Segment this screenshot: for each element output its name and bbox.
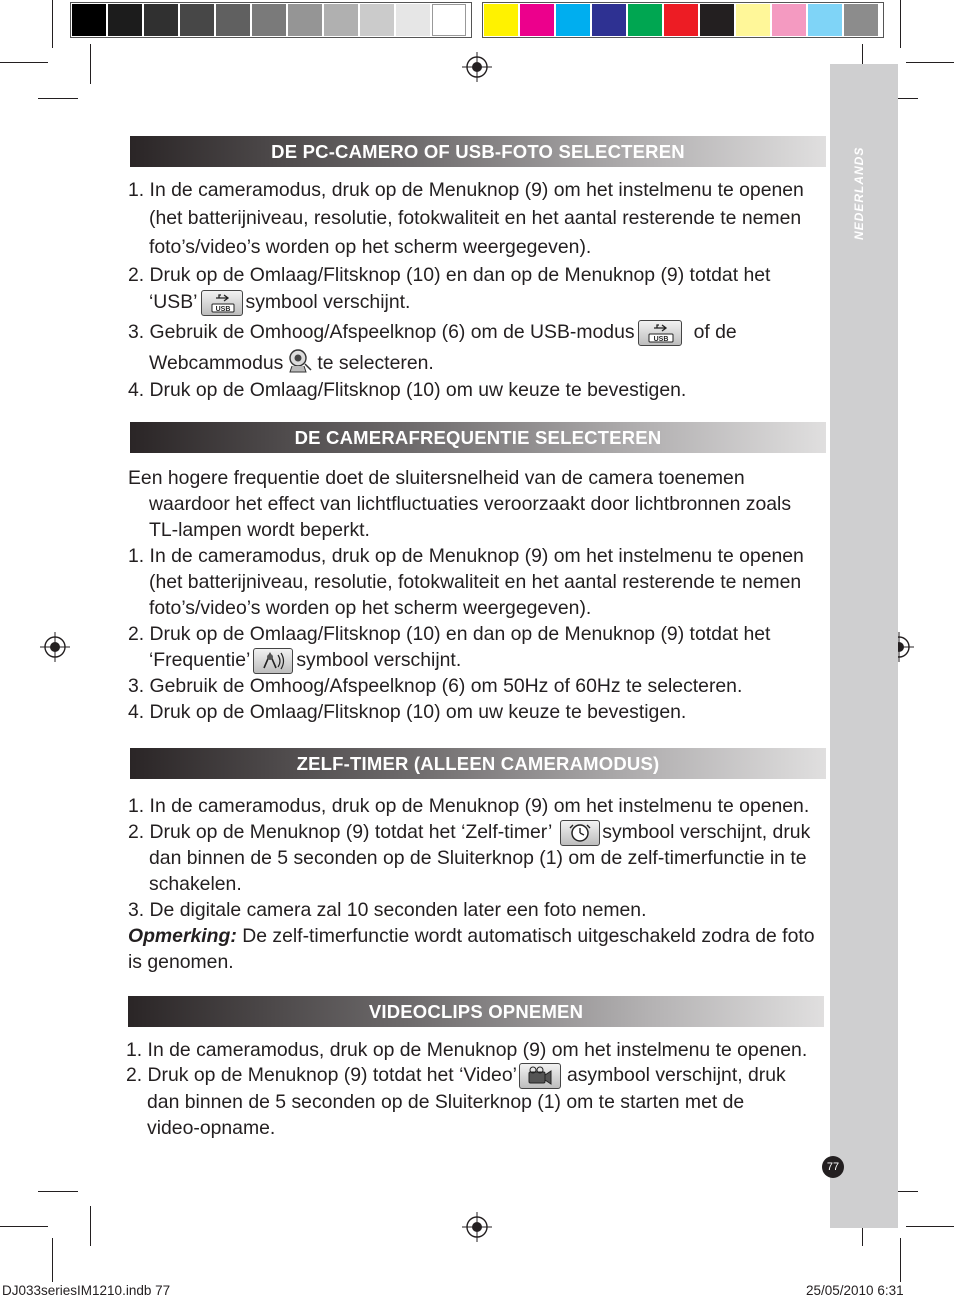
color-swatch bbox=[700, 4, 734, 36]
crop-mark bbox=[0, 1226, 48, 1227]
color-swatch bbox=[252, 4, 286, 36]
text-fragment: symbool verschijnt, druk bbox=[602, 821, 811, 844]
text-line: 1. In de cameramodus, druk op de Menuknop (9) om het instelmenu te openen. bbox=[128, 795, 810, 817]
text-line bbox=[126, 1063, 786, 1089]
text-line: waardoor het effect van lichtfluctuaties veroorzaakt door lichtbronnen zoals bbox=[149, 493, 792, 515]
section-header-frequency: DE CAMERAFREQUENTIE SELECTEREN bbox=[130, 422, 826, 453]
crop-mark bbox=[0, 62, 48, 63]
usb-icon bbox=[638, 320, 682, 346]
footer-date: 25/05/2010 6:31 bbox=[806, 1283, 904, 1298]
color-swatch bbox=[288, 4, 322, 36]
crop-mark bbox=[900, 1238, 901, 1282]
footer-file: DJ033seriesIM1210.indb 77 bbox=[2, 1283, 171, 1298]
text-fragment: 2. Druk op de Menuknop (9) totdat het ‘Zelf-timer’ bbox=[128, 821, 553, 844]
crop-mark bbox=[900, 0, 901, 48]
note-label: Opmerking: bbox=[128, 925, 237, 947]
text-fragment: symbool verschijnt. bbox=[245, 291, 411, 314]
text-fragment: ‘Frequentie’ bbox=[149, 649, 251, 672]
color-swatch bbox=[772, 4, 806, 36]
text-line: 1. In de cameramodus, druk op de Menuknop (9) om het instelmenu te openen bbox=[128, 179, 804, 201]
text-line: (het batterijniveau, resolutie, fotokwaliteit en het aantal resterende te nemen bbox=[149, 207, 802, 229]
color-swatch bbox=[72, 4, 106, 36]
note-line bbox=[128, 924, 815, 948]
text-line: video-opname. bbox=[147, 1117, 276, 1139]
svg-text:USB: USB bbox=[653, 336, 668, 343]
text-fragment: of de bbox=[693, 321, 737, 344]
crop-mark bbox=[38, 1191, 78, 1192]
text-line: 2. Druk op de Omlaag/Flitsknop (10) en dan op de Menuknop (9) totdat het bbox=[128, 623, 771, 645]
text-line: 3. Gebruik de Omhoog/Afspeelknop (6) om 50Hz of 60Hz te selecteren. bbox=[128, 675, 743, 697]
color-swatch bbox=[736, 4, 770, 36]
text-line: TL-lampen wordt beperkt. bbox=[149, 519, 370, 541]
usb-icon bbox=[201, 290, 243, 316]
crop-mark bbox=[906, 62, 954, 63]
text-line: 2. Druk op de Omlaag/Flitsknop (10) en dan op de Menuknop (9) totdat het bbox=[128, 264, 771, 286]
color-swatch bbox=[484, 4, 518, 36]
crop-mark bbox=[52, 1238, 53, 1282]
text-fragment: Webcammodus bbox=[149, 352, 284, 375]
crop-mark bbox=[906, 1226, 954, 1227]
video-icon bbox=[519, 1063, 561, 1089]
color-swatch bbox=[664, 4, 698, 36]
section-header-video: VIDEOCLIPS OPNEMEN bbox=[128, 996, 824, 1027]
note-line: is genomen. bbox=[128, 951, 234, 973]
text-line bbox=[128, 820, 810, 846]
text-line: 4. Druk op de Omlaag/Flitsknop (10) om uw keuze te bevestigen. bbox=[128, 701, 687, 723]
color-swatch bbox=[556, 4, 590, 36]
color-swatch bbox=[520, 4, 554, 36]
color-swatch bbox=[396, 4, 430, 36]
text-fragment: te selecteren. bbox=[317, 352, 434, 375]
section-header-self-timer: ZELF-TIMER (ALLEEN CAMERAMODUS) bbox=[130, 748, 826, 779]
section-header-pc-camera: DE PC-CAMERO OF USB-FOTO SELECTEREN bbox=[130, 136, 826, 167]
svg-text:USB: USB bbox=[215, 306, 230, 313]
color-swatch bbox=[360, 4, 394, 36]
text-fragment: ‘USB’ bbox=[149, 291, 198, 314]
frequency-icon bbox=[253, 648, 293, 674]
webcam-icon bbox=[285, 348, 315, 380]
color-swatch bbox=[808, 4, 842, 36]
text-line: 1. In de cameramodus, druk op de Menuknop (9) om het instelmenu te openen. bbox=[126, 1039, 808, 1061]
text-fragment: symbool verschijnt. bbox=[296, 649, 462, 672]
text-line: 4. Druk op de Omlaag/Flitsknop (10) om uw keuze te bevestigen. bbox=[128, 379, 687, 401]
color-swatch bbox=[108, 4, 142, 36]
text-line bbox=[149, 290, 410, 316]
self-timer-icon bbox=[560, 820, 600, 846]
text-fragment: 2. Druk op de Menuknop (9) totdat het ‘Video’ bbox=[126, 1064, 517, 1087]
crop-mark bbox=[90, 44, 91, 84]
text-line: dan binnen de 5 seconden op de Sluiterknop (1) om de zelf-timerfunctie in te bbox=[149, 847, 807, 869]
color-swatch bbox=[432, 4, 466, 36]
text-line: 1. In de cameramodus, druk op de Menuknop (9) om het instelmenu te openen bbox=[128, 545, 804, 567]
text-line: schakelen. bbox=[149, 873, 242, 895]
color-swatch bbox=[844, 4, 878, 36]
text-fragment: 3. Gebruik de Omhoog/Afspeelknop (6) om de USB-modus bbox=[128, 321, 635, 344]
text-line: 3. De digitale camera zal 10 seconden later een foto nemen. bbox=[128, 899, 647, 921]
crop-mark bbox=[38, 98, 78, 99]
page-number: 77 bbox=[822, 1156, 844, 1178]
color-swatch bbox=[144, 4, 178, 36]
text-line: foto’s/video’s worden op het scherm weergegeven). bbox=[149, 236, 592, 258]
text-line: Een hogere frequentie doet de sluitersnelheid van de camera toenemen bbox=[128, 467, 745, 489]
text-line: dan binnen de 5 seconden op de Sluiterknop (1) om te starten met de bbox=[147, 1091, 745, 1113]
registration-mark bbox=[462, 1212, 492, 1242]
text-line bbox=[149, 648, 461, 674]
crop-mark bbox=[52, 0, 53, 48]
text-line bbox=[149, 348, 434, 380]
note-text: De zelf-timerfunctie wordt automatisch uitgeschakeld zodra de foto bbox=[236, 925, 815, 947]
registration-mark bbox=[40, 632, 70, 662]
color-swatch bbox=[216, 4, 250, 36]
color-swatch bbox=[628, 4, 662, 36]
crop-mark bbox=[90, 1206, 91, 1246]
text-line: (het batterijniveau, resolutie, fotokwaliteit en het aantal resterende te nemen bbox=[149, 571, 802, 593]
text-fragment: asymbool verschijnt, druk bbox=[566, 1064, 786, 1087]
color-swatch bbox=[324, 4, 358, 36]
color-swatch bbox=[180, 4, 214, 36]
text-line bbox=[128, 320, 737, 346]
text-line: foto’s/video’s worden op het scherm weergegeven). bbox=[149, 597, 592, 619]
language-label: NEDERLANDS bbox=[852, 146, 866, 240]
registration-mark bbox=[462, 52, 492, 82]
color-swatch bbox=[592, 4, 626, 36]
